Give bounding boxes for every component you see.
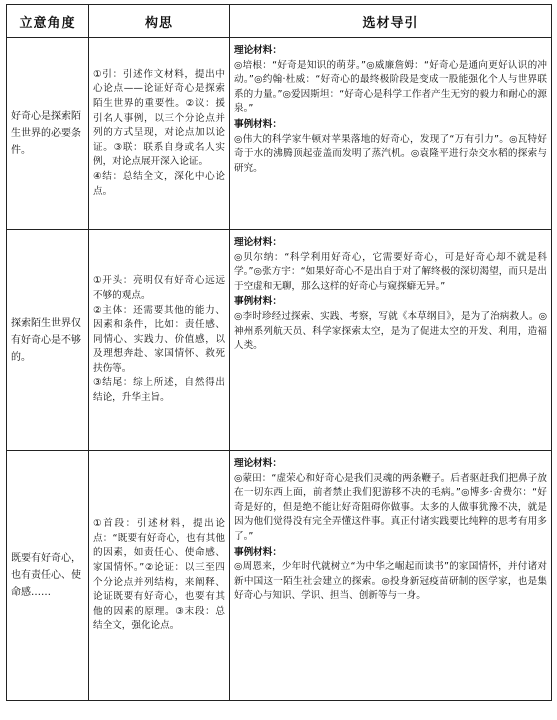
header-angle: 立意角度 [7,5,89,38]
theory-text: ◎培根：“好奇是知识的萌芽。”◎威廉詹姆：“好奇心是通向更好认识的冲动。”◎约翰·杜威：“好奇心的最终极阶段是变成一股能强化个人与世界联系的力量。”◎爱因斯坦：“好奇心是科学工作者产生无穷的毅力和耐心的源泉。” [234,59,547,115]
theory-label: 理论材料： [234,458,282,469]
table-row [7,230,552,451]
idea-paragraph: ①首段：引述材料，提出论点：“既要有好奇心，也有其他的因素，如责任心、使命感、家国情怀。”②论证：以三至四个分论点并列结构，来阐释、论证既要有好奇心，也要有其他的因素的原理。③末段：总结全文，强化论点。 [93,518,225,632]
theory-text: ◎贝尔纳：“科学利用好奇心，它需要好奇心，可是好奇心却不就是科学。”◎张方宇：“如果好奇心不是出自于对了解终极的深切渴望，而只是出于空虚和无聊，那么这样的好奇心与窥探癖无异。” [234,251,547,292]
example-label: 事例材料： [234,546,282,558]
example-text: ◎李时珍经过探索、实践、考察，写就《本草纲目》，是为了治病救人。◎神州系列航天员、科学家探索太空，是为了促进太空的开发、利用，造福人类。 [234,310,547,352]
table-row [7,451,552,701]
guide-cell [230,230,552,451]
header-row [7,5,552,38]
table-row [7,38,552,230]
theory-label: 理论材料： [234,237,282,248]
guide-cell [230,451,552,701]
angle-cell: 既要有好奇心，也有责任心、使命感…… [7,451,89,701]
angle-cell: 好奇心是探索陌生世界的必要条件。 [7,38,89,230]
example-text: ◎伟大的科学家牛顿对苹果落地的好奇心，发现了“万有引力”。◎瓦特好奇于水的沸腾顶起壶盖而发明了蒸汽机。◎袁隆平进行杂交水稻的探索与研究。 [234,133,547,174]
header-guide: 选材导引 [230,5,552,38]
idea-cell [89,451,230,701]
idea-paragraph: ②主体：还需要其他的能力、因素和条件，比如：责任感、同情心、实践力、价值感，以及理想奔赴、家国情怀、救死扶伤等。 [93,304,225,374]
angle-cell: 探索陌生世界仅有好奇心是不够的。 [7,230,89,451]
essay-guide-table [6,4,552,701]
header-idea: 构思 [89,5,230,38]
idea-paragraph: ④结：总结全文，深化中心论点。 [93,170,225,197]
theory-text: ◎蒙田：“虚荣心和好奇心是我们灵魂的两条鞭子。后者驱赶我们把鼻子放在一切东西上面，前者禁止我们犯游移不决的毛病。”◎博多·舍费尔：“好奇是好的，但是绝不能让好奇阻碍你做事。太多的人做事犹豫不决，就是因为他们觉得没有完全弄懂这件事。真正付诸实践要比纯粹的思考有用多了。” [234,472,547,542]
idea-cell [89,38,230,230]
essay-guide-table-wrapper [6,4,551,701]
idea-paragraph: ①开头：亮明仅有好奇心远远不够的观点。 [93,275,225,301]
example-label: 事例材料： [234,296,282,308]
guide-cell [230,38,552,230]
theory-label: 理论材料： [234,45,282,56]
idea-paragraph: ①引：引述作文材料，提出中心论点——论证好奇心是探索陌生世界的重要性。②议：援引名人事例，以三个分论点并列的方式呈现，对论点加以论证。③联：联系自身或名人实例，对论点展开深入论证。 [93,68,225,168]
example-text: ◎周恩来，少年时代就树立“为中华之崛起而读书”的家国情怀，并付诸对新中国这一陌生社会建立的探索。◎投身新冠疫苗研制的医学家，也是集好奇心与知识、学识、担当、创新等与一身。 [234,561,547,602]
example-label: 事例材料： [234,118,282,130]
idea-cell [89,230,230,451]
idea-paragraph: ③结尾：综上所述，自然得出结论，升华主旨。 [93,377,225,404]
